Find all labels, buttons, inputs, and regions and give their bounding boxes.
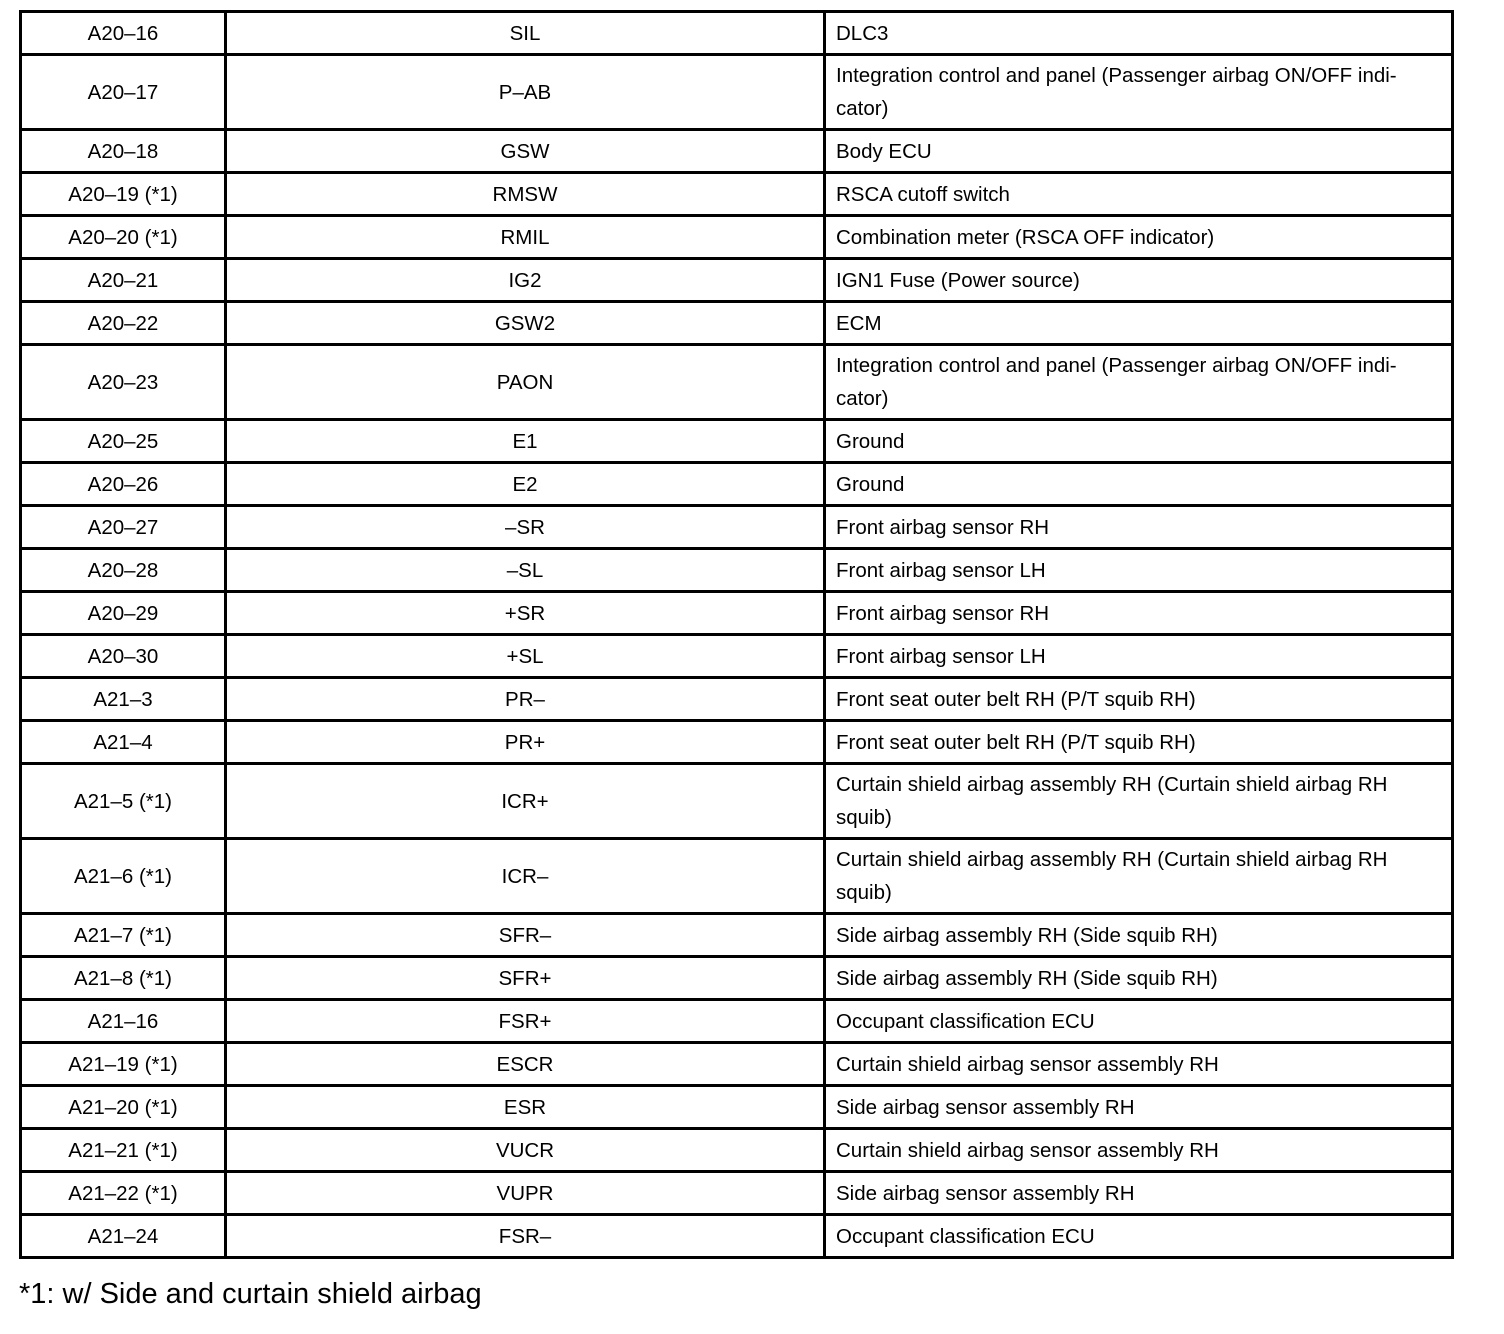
table-row — [21, 957, 1453, 1000]
footnote: *1: w/ Side and curtain shield airbag — [19, 1278, 482, 1310]
connection-cell: Curtain shield airbag sensor assembly RH — [825, 1043, 1453, 1086]
symbol-cell: FSR– — [226, 1215, 825, 1258]
table-row — [21, 678, 1453, 721]
connection-cell: Front seat outer belt RH (P/T squib RH) — [825, 721, 1453, 764]
terminal-cell: A20–19 (*1) — [21, 173, 226, 216]
symbol-cell: E1 — [226, 420, 825, 463]
symbol-cell: P–AB — [226, 55, 825, 130]
connection-cell — [825, 839, 1453, 914]
connection-line: Integration control and panel (Passenger airbag ON/OFF indi- — [836, 64, 1397, 87]
connection-cell: Front airbag sensor LH — [825, 635, 1453, 678]
symbol-cell: GSW — [226, 130, 825, 173]
connection-cell: Front seat outer belt RH (P/T squib RH) — [825, 678, 1453, 721]
terminal-cell: A21–19 (*1) — [21, 1043, 226, 1086]
terminal-cell: A20–25 — [21, 420, 226, 463]
terminal-cell: A21–24 — [21, 1215, 226, 1258]
symbol-cell: +SR — [226, 592, 825, 635]
connection-cell — [825, 764, 1453, 839]
terminal-cell: A21–4 — [21, 721, 226, 764]
symbol-cell: VUPR — [226, 1172, 825, 1215]
table-row — [21, 1086, 1453, 1129]
symbol-cell: SFR– — [226, 914, 825, 957]
table-row — [21, 549, 1453, 592]
symbol-cell: SIL — [226, 12, 825, 55]
connection-line: squib) — [836, 881, 892, 904]
connection-line: Integration control and panel (Passenger airbag ON/OFF indi- — [836, 354, 1397, 377]
table-row — [21, 1172, 1453, 1215]
symbol-cell: ESR — [226, 1086, 825, 1129]
table-row — [21, 1000, 1453, 1043]
connection-cell: Side airbag sensor assembly RH — [825, 1172, 1453, 1215]
connection-cell: Occupant classification ECU — [825, 1215, 1453, 1258]
symbol-cell: PR+ — [226, 721, 825, 764]
table-row — [21, 259, 1453, 302]
table-row — [21, 345, 1453, 420]
connection-cell: RSCA cutoff switch — [825, 173, 1453, 216]
terminal-cell: A20–28 — [21, 549, 226, 592]
terminal-cell: A21–22 (*1) — [21, 1172, 226, 1215]
connection-cell: Side airbag assembly RH (Side squib RH) — [825, 914, 1453, 957]
symbol-cell: FSR+ — [226, 1000, 825, 1043]
terminal-table — [19, 10, 1454, 1259]
connection-cell: DLC3 — [825, 12, 1453, 55]
table-row — [21, 1043, 1453, 1086]
table-row — [21, 420, 1453, 463]
connection-cell: Front airbag sensor RH — [825, 592, 1453, 635]
terminal-cell: A21–7 (*1) — [21, 914, 226, 957]
table-row — [21, 463, 1453, 506]
connection-cell — [825, 55, 1453, 130]
terminal-cell: A21–3 — [21, 678, 226, 721]
connection-line: cator) — [836, 97, 889, 120]
terminal-cell: A20–20 (*1) — [21, 216, 226, 259]
terminal-cell: A21–21 (*1) — [21, 1129, 226, 1172]
connection-line: cator) — [836, 387, 889, 410]
connection-cell: Curtain shield airbag sensor assembly RH — [825, 1129, 1453, 1172]
symbol-cell: IG2 — [226, 259, 825, 302]
symbol-cell: –SR — [226, 506, 825, 549]
table-row — [21, 216, 1453, 259]
connection-cell: Front airbag sensor RH — [825, 506, 1453, 549]
symbol-cell: ICR+ — [226, 764, 825, 839]
table-row — [21, 635, 1453, 678]
connection-line: squib) — [836, 806, 892, 829]
terminal-cell: A21–20 (*1) — [21, 1086, 226, 1129]
symbol-cell: PR– — [226, 678, 825, 721]
table-row — [21, 592, 1453, 635]
connection-cell: Front airbag sensor LH — [825, 549, 1453, 592]
symbol-cell: GSW2 — [226, 302, 825, 345]
terminal-cell: A20–29 — [21, 592, 226, 635]
symbol-cell: ESCR — [226, 1043, 825, 1086]
connection-cell: ECM — [825, 302, 1453, 345]
terminal-cell: A20–18 — [21, 130, 226, 173]
symbol-cell: E2 — [226, 463, 825, 506]
table-row — [21, 302, 1453, 345]
connection-cell: Ground — [825, 463, 1453, 506]
table-row — [21, 839, 1453, 914]
terminal-cell: A21–8 (*1) — [21, 957, 226, 1000]
table-row — [21, 55, 1453, 130]
terminal-cell: A20–16 — [21, 12, 226, 55]
connection-cell: Body ECU — [825, 130, 1453, 173]
symbol-cell: +SL — [226, 635, 825, 678]
symbol-cell: ICR– — [226, 839, 825, 914]
connection-cell — [825, 345, 1453, 420]
connection-cell: Occupant classification ECU — [825, 1000, 1453, 1043]
symbol-cell: VUCR — [226, 1129, 825, 1172]
connection-cell: Ground — [825, 420, 1453, 463]
terminal-cell: A20–21 — [21, 259, 226, 302]
connection-line: Curtain shield airbag assembly RH (Curtain shield airbag RH — [836, 848, 1388, 871]
terminal-cell: A20–17 — [21, 55, 226, 130]
symbol-cell: RMIL — [226, 216, 825, 259]
table-row — [21, 12, 1453, 55]
table-row — [21, 173, 1453, 216]
table-row — [21, 1129, 1453, 1172]
connection-cell: Side airbag sensor assembly RH — [825, 1086, 1453, 1129]
table-row — [21, 130, 1453, 173]
symbol-cell: PAON — [226, 345, 825, 420]
terminal-cell: A21–5 (*1) — [21, 764, 226, 839]
terminal-cell: A21–16 — [21, 1000, 226, 1043]
connection-line: Curtain shield airbag assembly RH (Curtain shield airbag RH — [836, 773, 1388, 796]
symbol-cell: SFR+ — [226, 957, 825, 1000]
table-row — [21, 506, 1453, 549]
terminal-cell: A20–30 — [21, 635, 226, 678]
terminal-cell: A20–27 — [21, 506, 226, 549]
table-row — [21, 1215, 1453, 1258]
symbol-cell: –SL — [226, 549, 825, 592]
connection-cell: Side airbag assembly RH (Side squib RH) — [825, 957, 1453, 1000]
terminal-cell: A21–6 (*1) — [21, 839, 226, 914]
symbol-cell: RMSW — [226, 173, 825, 216]
table-row — [21, 764, 1453, 839]
terminal-table-body — [21, 12, 1453, 1258]
terminal-cell: A20–22 — [21, 302, 226, 345]
terminal-cell: A20–23 — [21, 345, 226, 420]
table-row — [21, 721, 1453, 764]
terminal-cell: A20–26 — [21, 463, 226, 506]
connection-cell: IGN1 Fuse (Power source) — [825, 259, 1453, 302]
connection-cell: Combination meter (RSCA OFF indicator) — [825, 216, 1453, 259]
table-row — [21, 914, 1453, 957]
